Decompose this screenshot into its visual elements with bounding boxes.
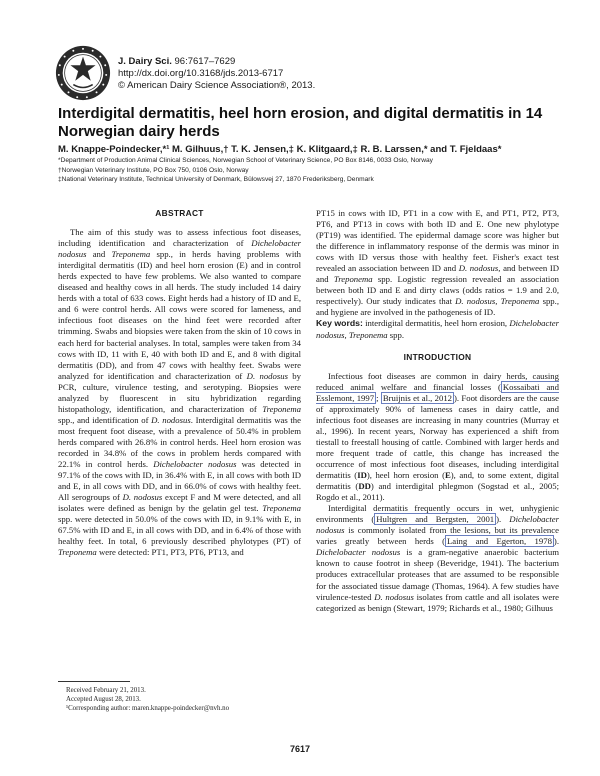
abstract-column [58,208,301,558]
journal-name: J. Dairy Sci. [118,56,172,67]
article-title: Interdigital dermatitis, heel horn erosion, and digital dermatitis in 14 Norwegian dairy herds [58,105,543,140]
page-number: 7617 [289,744,311,754]
introduction-heading: INTRODUCTION [403,351,472,362]
doi-link[interactable]: http://dx.doi.org/10.3168/jds.2013-6717 [118,68,284,79]
species-name: Treponema [500,296,540,307]
abbreviation: E [444,470,451,481]
accepted-date: Accepted August 28, 2013. [66,696,141,703]
abstract-body: The aim of this study was to assess infectious foot diseases, including identification and characterization of Dichelobacter nodosus and Treponema spp., in herds having problems with interdigital dermatitis (ID) and heel horn erosion (E) and in control herds expected to have few problems. We also wanted to compare diseased and healthy cows in all herds. The study included 14 dairy herds with a total of 633 cows. Eight herds had a history of ID and E, and 6 were control herds. All cows were scored for lameness, and infectious foot diseases on the hind feet were recorded after trimming. Swabs and biopsies were taken from the skin of 10 cows in each herd for bacterial analyses. In total, samples were taken from 34 cows with ID, 11 with E, 40 with both ID and E, and 8 with digital dermatitis (DD), and from 47 cows with healthy feet. Swabs were analyzed for identification and characterization of D. nodosus by PCR, culture, virulence testing, and serotyping. Biopsies were analyzed by fluorescent in situ hybridization regarding histopathology, identification, and characterization of Treponema spp., and identification of D. nodosus. Interdigital dermatitis was the most frequent foot disease, with a prevalence of 50.4% in problem herds compared with 26.8% in control herds. Heel horn erosion was recorded in 34.8% of the cows in problem herds compared with 22.1% in control herds. Dichelobacter nodosus was detected in 97.1% of the cows with ID, in 36.4% with E, in all cows with both ID and E, in all cows with DD, and in 66.0% of cows with healthy feet. All serogroups of D. nodosus except F and M were detected, and all isolates were defined as benign by the gelatin gel test. Treponema spp. were detected in 50.0% of the cows with ID, in 9.1% with E, in 67.5% with ID and E, in all cows with DD, and in 6.4% of those with healthy feet. In total, 6 previously described phylotypes (PT) of Treponema were detected: PT1, PT3, PT6, PT13, and [58,227,302,558]
citation-link[interactable]: Kossaibati and Esslemont, 1997 [316,381,559,403]
introduction-paragraph-1: Infectious foot diseases are common in dairy herds, causing reduced animal welfare and financial losses ( Kossaibati and Esslemont, 1997 ; Bruijnis et al., 2012 ). Foot disorders are the cause of approximately 90% of lameness cases in dairy cattle, and infectious foot diseases are increasing in many countries (Murray et al., 1996). In recent years, Norway has experienced a shift from tiestall to freestall housing of cattle. Combined with larger herds and more frequent trade of cattle, this change has increased the occurrence of most infectious foot diseases, including interdigital dermatitis (ID), heel horn erosion (E), and, to some extent, digital dermatitis (DD) and interdigital phlegmon (Sogstad et al., 2005; Rogdo et al., 2011). [316,370,559,503]
introduction-paragraph-2: Interdigital dermatitis frequently occurs in wet, unhygienic environments ( Hultgren and Bergsten, 2001 ). Dichelobacter nodosus is commonly isolated from the lesions, but its prevalence varies greatly between herds ( Laing and Egerton, 1978 ). Dichelobacter nodosus is a gram-negative anaerobic bacterium known to cause footrot in sheep (Beveridge, 1941). The bacterium produces extracellular proteases that are assumed to be responsible for the associated tissue damage (Thomas, 1964). A few studies have virulence-tested D. nodosus isolates from cattle and all isolates were categorized as benign (Stewart, 1979; Richards et al., 1980; Gilhuus [316,503,559,613]
species-name: Dichelobacter nodosus [316,514,559,536]
journal-header [118,56,315,92]
keywords-label: Key words: [316,318,363,329]
abbreviation: DD [358,481,371,492]
footnotes [66,686,229,713]
corresponding-author[interactable]: ¹Corresponding author: maren.knappe-poindecker@nvh.no [66,705,230,712]
footnote-rule [58,681,130,682]
right-column [316,208,559,614]
author-list: M. Knappe-Poindecker,*¹ M. Gilhuus,† T. K. Jensen,‡ K. Klitgaard,‡ R. B. Larssen,* and T. Fjeldaas* [58,144,502,155]
affiliation-1: *Department of Production Animal Clinical Sciences, Norwegian School of Veterinary Science, PO Box 8146, 0033 Oslo, Norway [58,157,433,164]
species-name: Treponema [348,329,388,340]
species-name: D. nodosus [458,263,499,274]
species-name: Dichelobacter nodosus [316,318,560,340]
american-dairy-science-association-seal-icon [54,44,112,102]
citation-link[interactable]: Hultgren and Bergsten, 2001 [376,514,495,525]
species-name: Dichelobacter nodosus [316,547,401,558]
species-name: D. nodosus [374,591,414,602]
species-name: Treponema [333,274,373,285]
citation-link[interactable]: Laing and Egerton, 1978 [446,536,552,547]
abstract-heading: ABSTRACT [155,208,204,218]
affiliation-3: ‡National Veterinary Institute, Technical University of Denmark, Bülowsvej 27, 1870 Frederiksberg, Denmark [58,176,374,183]
affiliations [58,156,568,185]
keywords: Key words: interdigital dermatitis, heel horn erosion, Dichelobacter nodosus, Treponema spp. [316,318,560,340]
received-date: Received February 21, 2013. [66,687,146,694]
journal-citation [118,56,315,68]
species-name: D. nodosus [455,296,496,307]
copyright-line: © American Dairy Science Association®, 2013. [118,80,316,91]
volume-pages: 96:7617–7629 [174,56,236,67]
abbreviation: ID [357,470,367,481]
abstract-body-continued: PT15 in cows with ID, PT1 in a cow with E, and PT1, PT2, PT3, PT6, and PT13 in cows with both ID and E. One new phylotype (PT19) was identified. The epidermal damage score was higher but the difference in inflammatory response of the dermis was minor in cows with ID versus those with healthy feet. Fisher's exact test revealed an association between ID and D. nodosus, and between ID and Treponema spp. Logistic regression revealed an association between both ID and E and dirty claws (odds ratios = 1.9 and 2.0, respectively). Our study indicates that D. nodosus, Treponema spp., and hygiene are involved in the pathogenesis of ID. [316,208,560,318]
affiliation-2: †Norwegian Veterinary Institute, PO Box 750, 0106 Oslo, Norway [58,166,249,174]
citation-link[interactable]: Bruijnis et al., 2012 [382,392,453,403]
